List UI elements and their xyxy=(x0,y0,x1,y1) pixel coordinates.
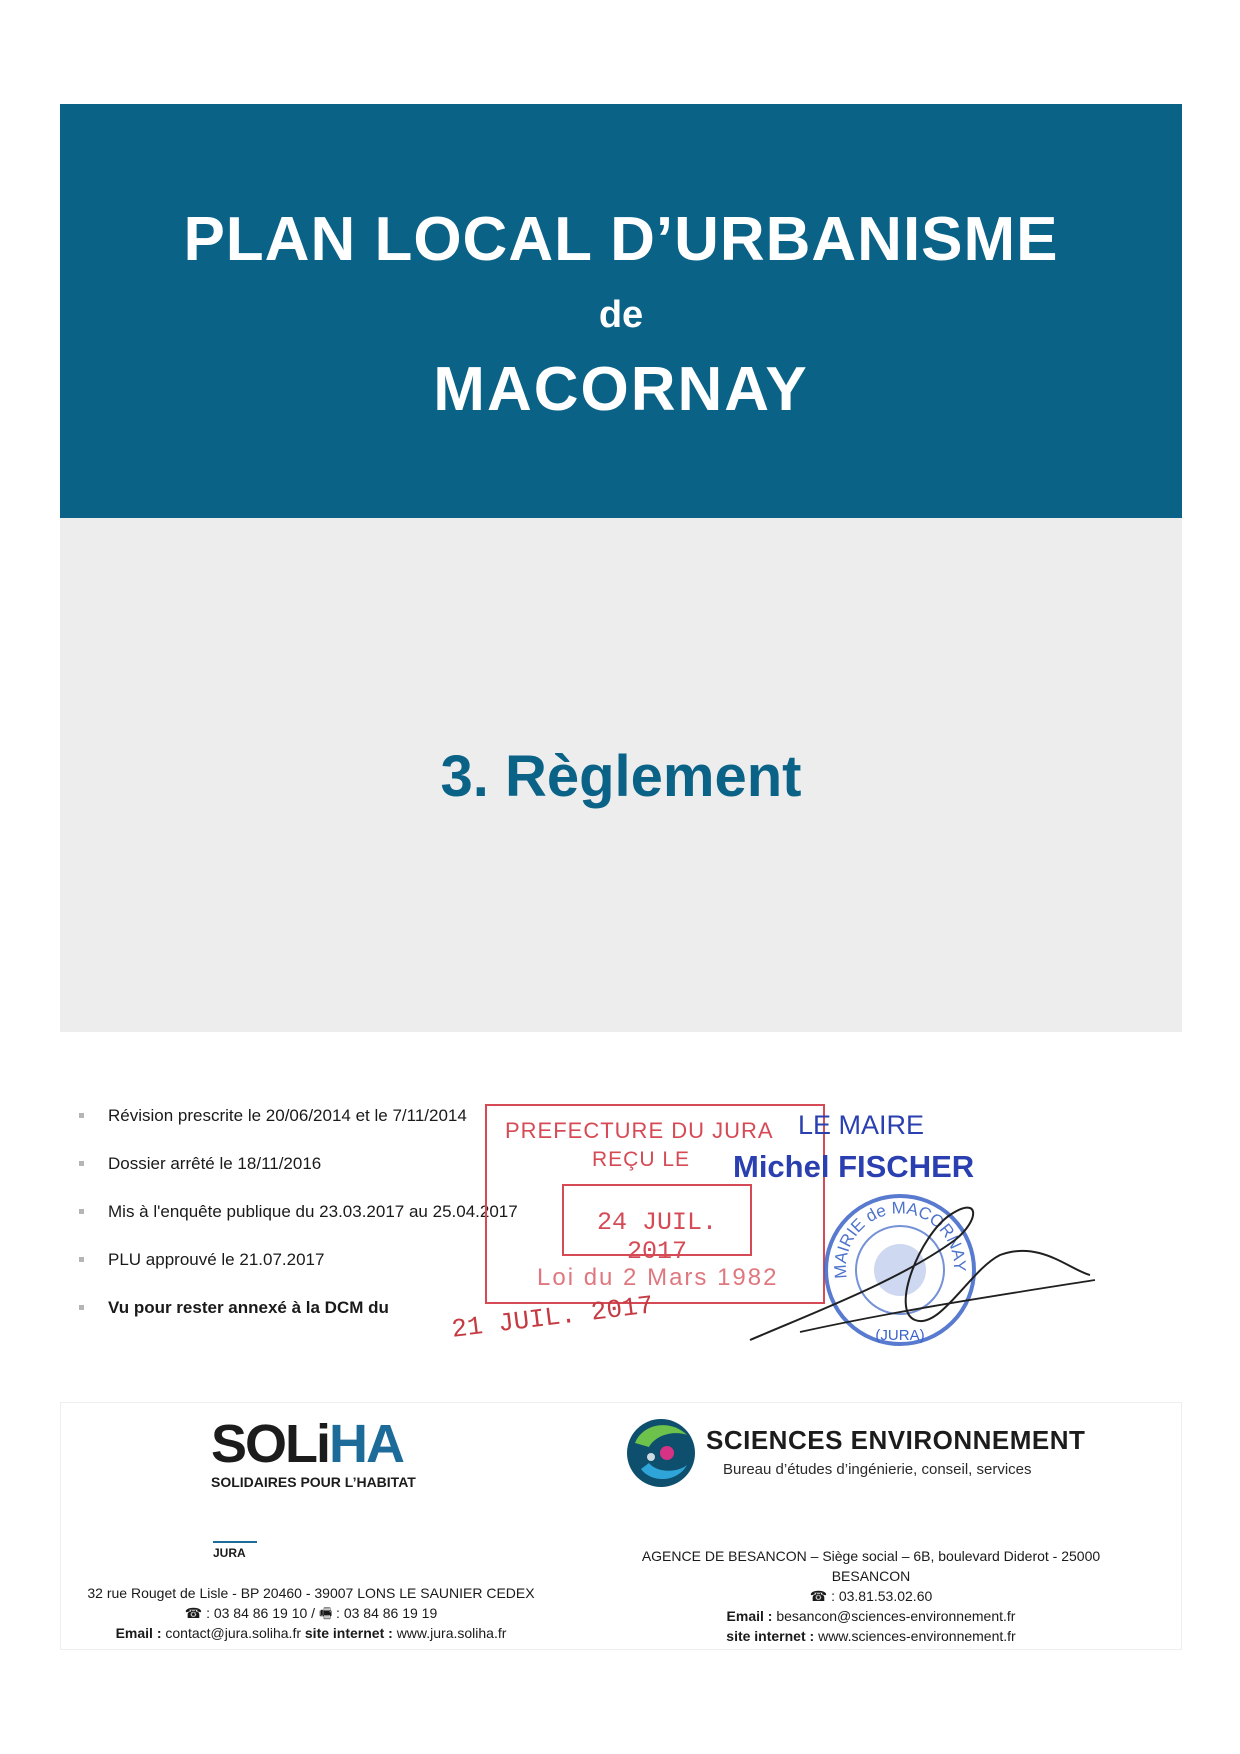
maire-name: Michel FISCHER xyxy=(733,1149,975,1184)
divider xyxy=(213,1541,257,1543)
bullet-icon xyxy=(79,1257,84,1262)
soliha-phone-fax xyxy=(61,1603,561,1623)
footer xyxy=(60,1402,1182,1650)
approval-stamps xyxy=(420,1090,1090,1370)
soliha-wordmark-part2: HA xyxy=(329,1414,404,1474)
se-site-link[interactable]: www.sciences-environnement.fr xyxy=(818,1628,1016,1644)
maire-title: LE MAIRE xyxy=(798,1110,925,1140)
se-phone-number: 03.81.53.02.60 xyxy=(838,1588,933,1604)
milestone-text: Dossier arrêté le 18/11/2016 xyxy=(108,1154,322,1173)
separator: / xyxy=(311,1605,316,1621)
se-email xyxy=(621,1606,1121,1626)
soliha-branch: JURA xyxy=(213,1546,246,1560)
soliha-site-link[interactable]: www.jura.soliha.fr xyxy=(396,1625,507,1641)
email-label: Email : xyxy=(115,1625,162,1641)
se-phone xyxy=(621,1586,1121,1606)
prefecture-received-date: 24 JUIL. 2017 xyxy=(596,1208,718,1266)
se-site xyxy=(621,1626,1121,1646)
prefecture-stamp-received: REÇU LE xyxy=(592,1148,691,1171)
milestone-text: Révision prescrite le 20/06/2014 et le 7/11/2014 xyxy=(108,1106,467,1125)
plu-title: PLAN LOCAL D’URBANISME xyxy=(183,205,1059,274)
milestone-text: Mis à l'enquête publique du 23.03.2017 au 25.04.2017 xyxy=(108,1202,518,1221)
mayor-signature-icon xyxy=(740,1200,1100,1350)
soliha-contact xyxy=(61,1583,561,1643)
seal-bottom-text: (JURA) xyxy=(875,1327,925,1344)
site-label: site internet : xyxy=(304,1625,393,1641)
phone-icon: ☎ : xyxy=(184,1605,210,1621)
soliha-tagline: SOLIDAIRES POUR L’HABITAT xyxy=(211,1474,416,1490)
bullet-icon xyxy=(79,1209,84,1214)
site-label: site internet : xyxy=(726,1628,815,1644)
se-address-line2: BESANCON xyxy=(831,1568,911,1584)
sciences-environnement-logo-icon xyxy=(621,1413,701,1493)
sciences-environnement-contact xyxy=(621,1546,1121,1646)
prefecture-stamp-law: Loi du 2 Mars 1982 xyxy=(537,1264,779,1291)
se-email-link[interactable]: besancon@sciences-environnement.fr xyxy=(776,1608,1016,1624)
phone-icon: ☎ : xyxy=(809,1588,835,1604)
seal-text: MAIRIE de MACORNAY xyxy=(830,1198,970,1280)
prefecture-date-box xyxy=(562,1184,752,1266)
document-title-panel xyxy=(60,518,1182,1032)
soliha-email-link[interactable]: contact@jura.soliha.fr xyxy=(165,1625,301,1641)
soliha-wordmark-part1: SOLi xyxy=(211,1414,330,1474)
soliha-address: 32 rue Rouget de Lisle - BP 20460 - 39007 LONS LE SAUNIER CEDEX xyxy=(87,1585,535,1601)
milestone-text: Vu pour rester annexé à la DCM du xyxy=(108,1298,389,1317)
soliha-fax: 03 84 86 19 19 xyxy=(343,1605,438,1621)
sciences-environnement-tagline: Bureau d’études d’ingénierie, conseil, services xyxy=(723,1461,1032,1478)
title-connector: de xyxy=(598,294,644,336)
bullet-icon xyxy=(79,1305,84,1310)
commune-name: MACORNAY xyxy=(433,355,809,424)
milestone-text: PLU approuvé le 21.07.2017 xyxy=(108,1250,325,1269)
soliha-logo xyxy=(211,1414,416,1490)
soliha-wordmark xyxy=(211,1414,416,1474)
title-banner xyxy=(60,104,1182,518)
document-title: 3. Règlement xyxy=(440,744,802,809)
sciences-environnement-name: SCIENCES ENVIRONNEMENT xyxy=(706,1425,1086,1455)
se-address-line1: AGENCE DE BESANCON – Siège social – 6B, boulevard Diderot - 25000 xyxy=(641,1548,1101,1564)
prefecture-stamp-header: PREFECTURE DU JURA xyxy=(505,1118,774,1143)
bullet-icon xyxy=(79,1161,84,1166)
email-label: Email : xyxy=(726,1608,773,1624)
bullet-icon xyxy=(79,1113,84,1118)
soliha-email-site xyxy=(61,1623,561,1643)
council-date-stamp: 21 JUIL. 2017 xyxy=(450,1290,655,1345)
fax-icon: 🖷 : xyxy=(318,1605,340,1621)
soliha-phone: 03 84 86 19 10 xyxy=(213,1605,308,1621)
